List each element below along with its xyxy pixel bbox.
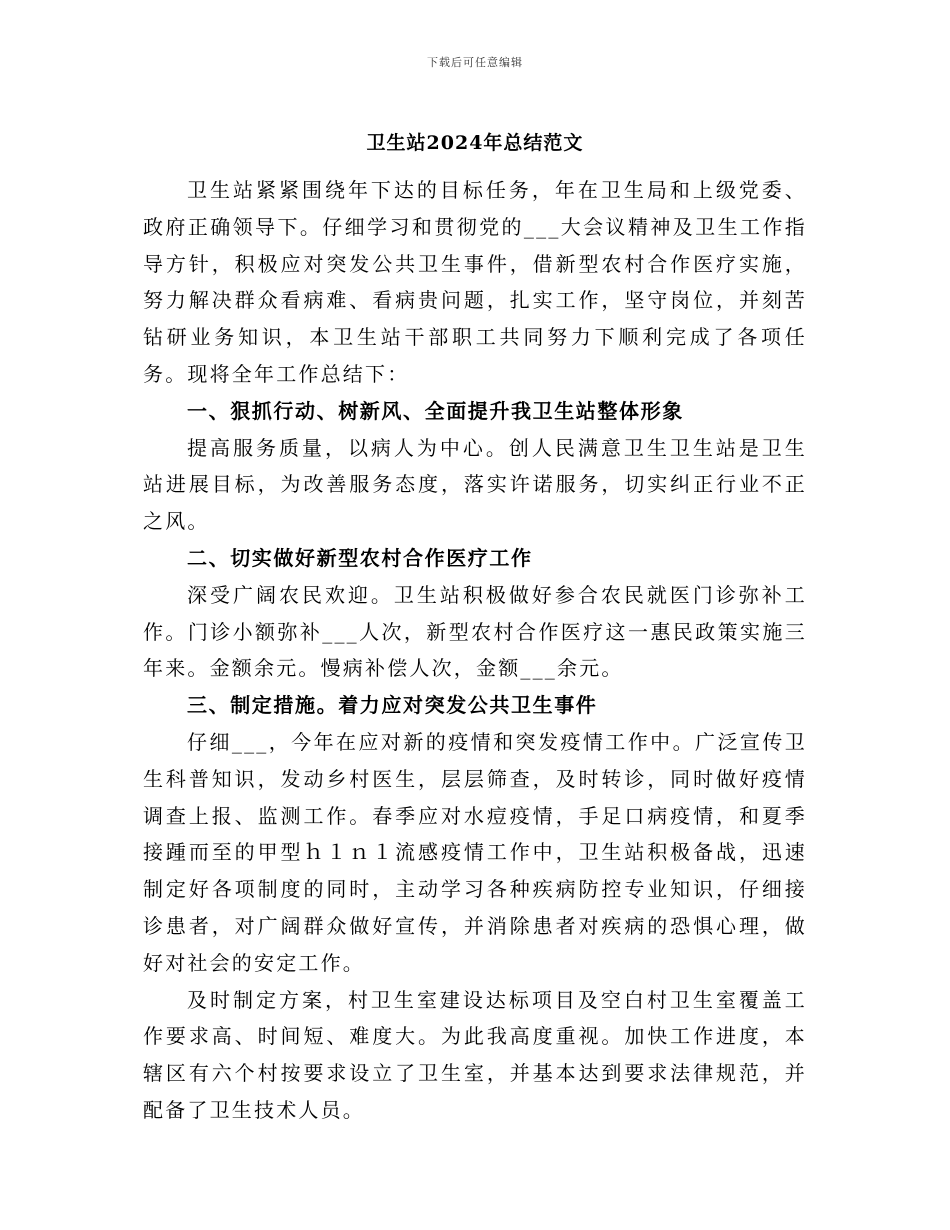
intro-paragraph: 卫生站紧紧围绕年下达的目标任务，年在卫生局和上级党委、政府正确领导下。仔细学习和贯彻党的___大会议精神及卫生工作指导方针，积极应对突发公共卫生事件，借新型农村合作医疗实施，努力解决群众看病难、看病贵问题，扎实工作，坚守岗位，并刻苦钻研业务知识，本卫生站干部职工共同努力下顺利完成了各项任务。现将全年工作总结下： [143,178,807,386]
section-heading-1: 一、狠抓行动、树新风、全面提升我卫生站整体形象 [187,398,684,423]
section-heading-2: 二、切实做好新型农村合作医疗工作 [187,545,533,570]
section-3-paragraph-1: 仔细___，今年在应对新的疫情和突发疫情工作中。广泛宣传卫生科普知识，发动乡村医生，层层筛查，及时转诊，同时做好疫情调查上报、监测工作。春季应对水痘疫情，手足口病疫情，和夏季接踵而至的甲型ｈ１ｎ１流感疫情工作中，卫生站积极备战，迅速制定好各项制度的同时，主动学习各种疾病防控专业知识，仔细接诊患者，对广阔群众做好宣传，并消除患者对疾病的恐惧心理，做好对社会的安定工作。 [143,729,807,975]
section-3-paragraph-2: 及时制定方案，村卫生室建设达标项目及空白村卫生室覆盖工作要求高、时间短、难度大。为此我高度重视。加快工作进度，本辖区有六个村按要求设立了卫生室，并基本达到要求法律规范，并配备了卫生技术人员。 [143,987,807,1122]
section-1-paragraph: 提高服务质量，以病人为中心。创人民满意卫生卫生站是卫生站进展目标，为改善服务态度，落实许诺服务，切实纠正行业不正之风。 [143,435,807,534]
section-heading-3: 三、制定措施。着力应对突发公共卫生事件 [187,693,598,718]
section-2-paragraph: 深受广阔农民欢迎。卫生站积极做好参合农民就医门诊弥补工作。门诊小额弥补___人次，新型农村合作医疗这一惠民政策实施三年来。金额余元。慢病补偿人次，金额___余元。 [143,582,807,681]
document-title: 卫生站2024年总结范文 [366,132,584,154]
page-header-note: 下载后可任意编辑 [427,56,523,69]
document-body [143,172,807,1129]
